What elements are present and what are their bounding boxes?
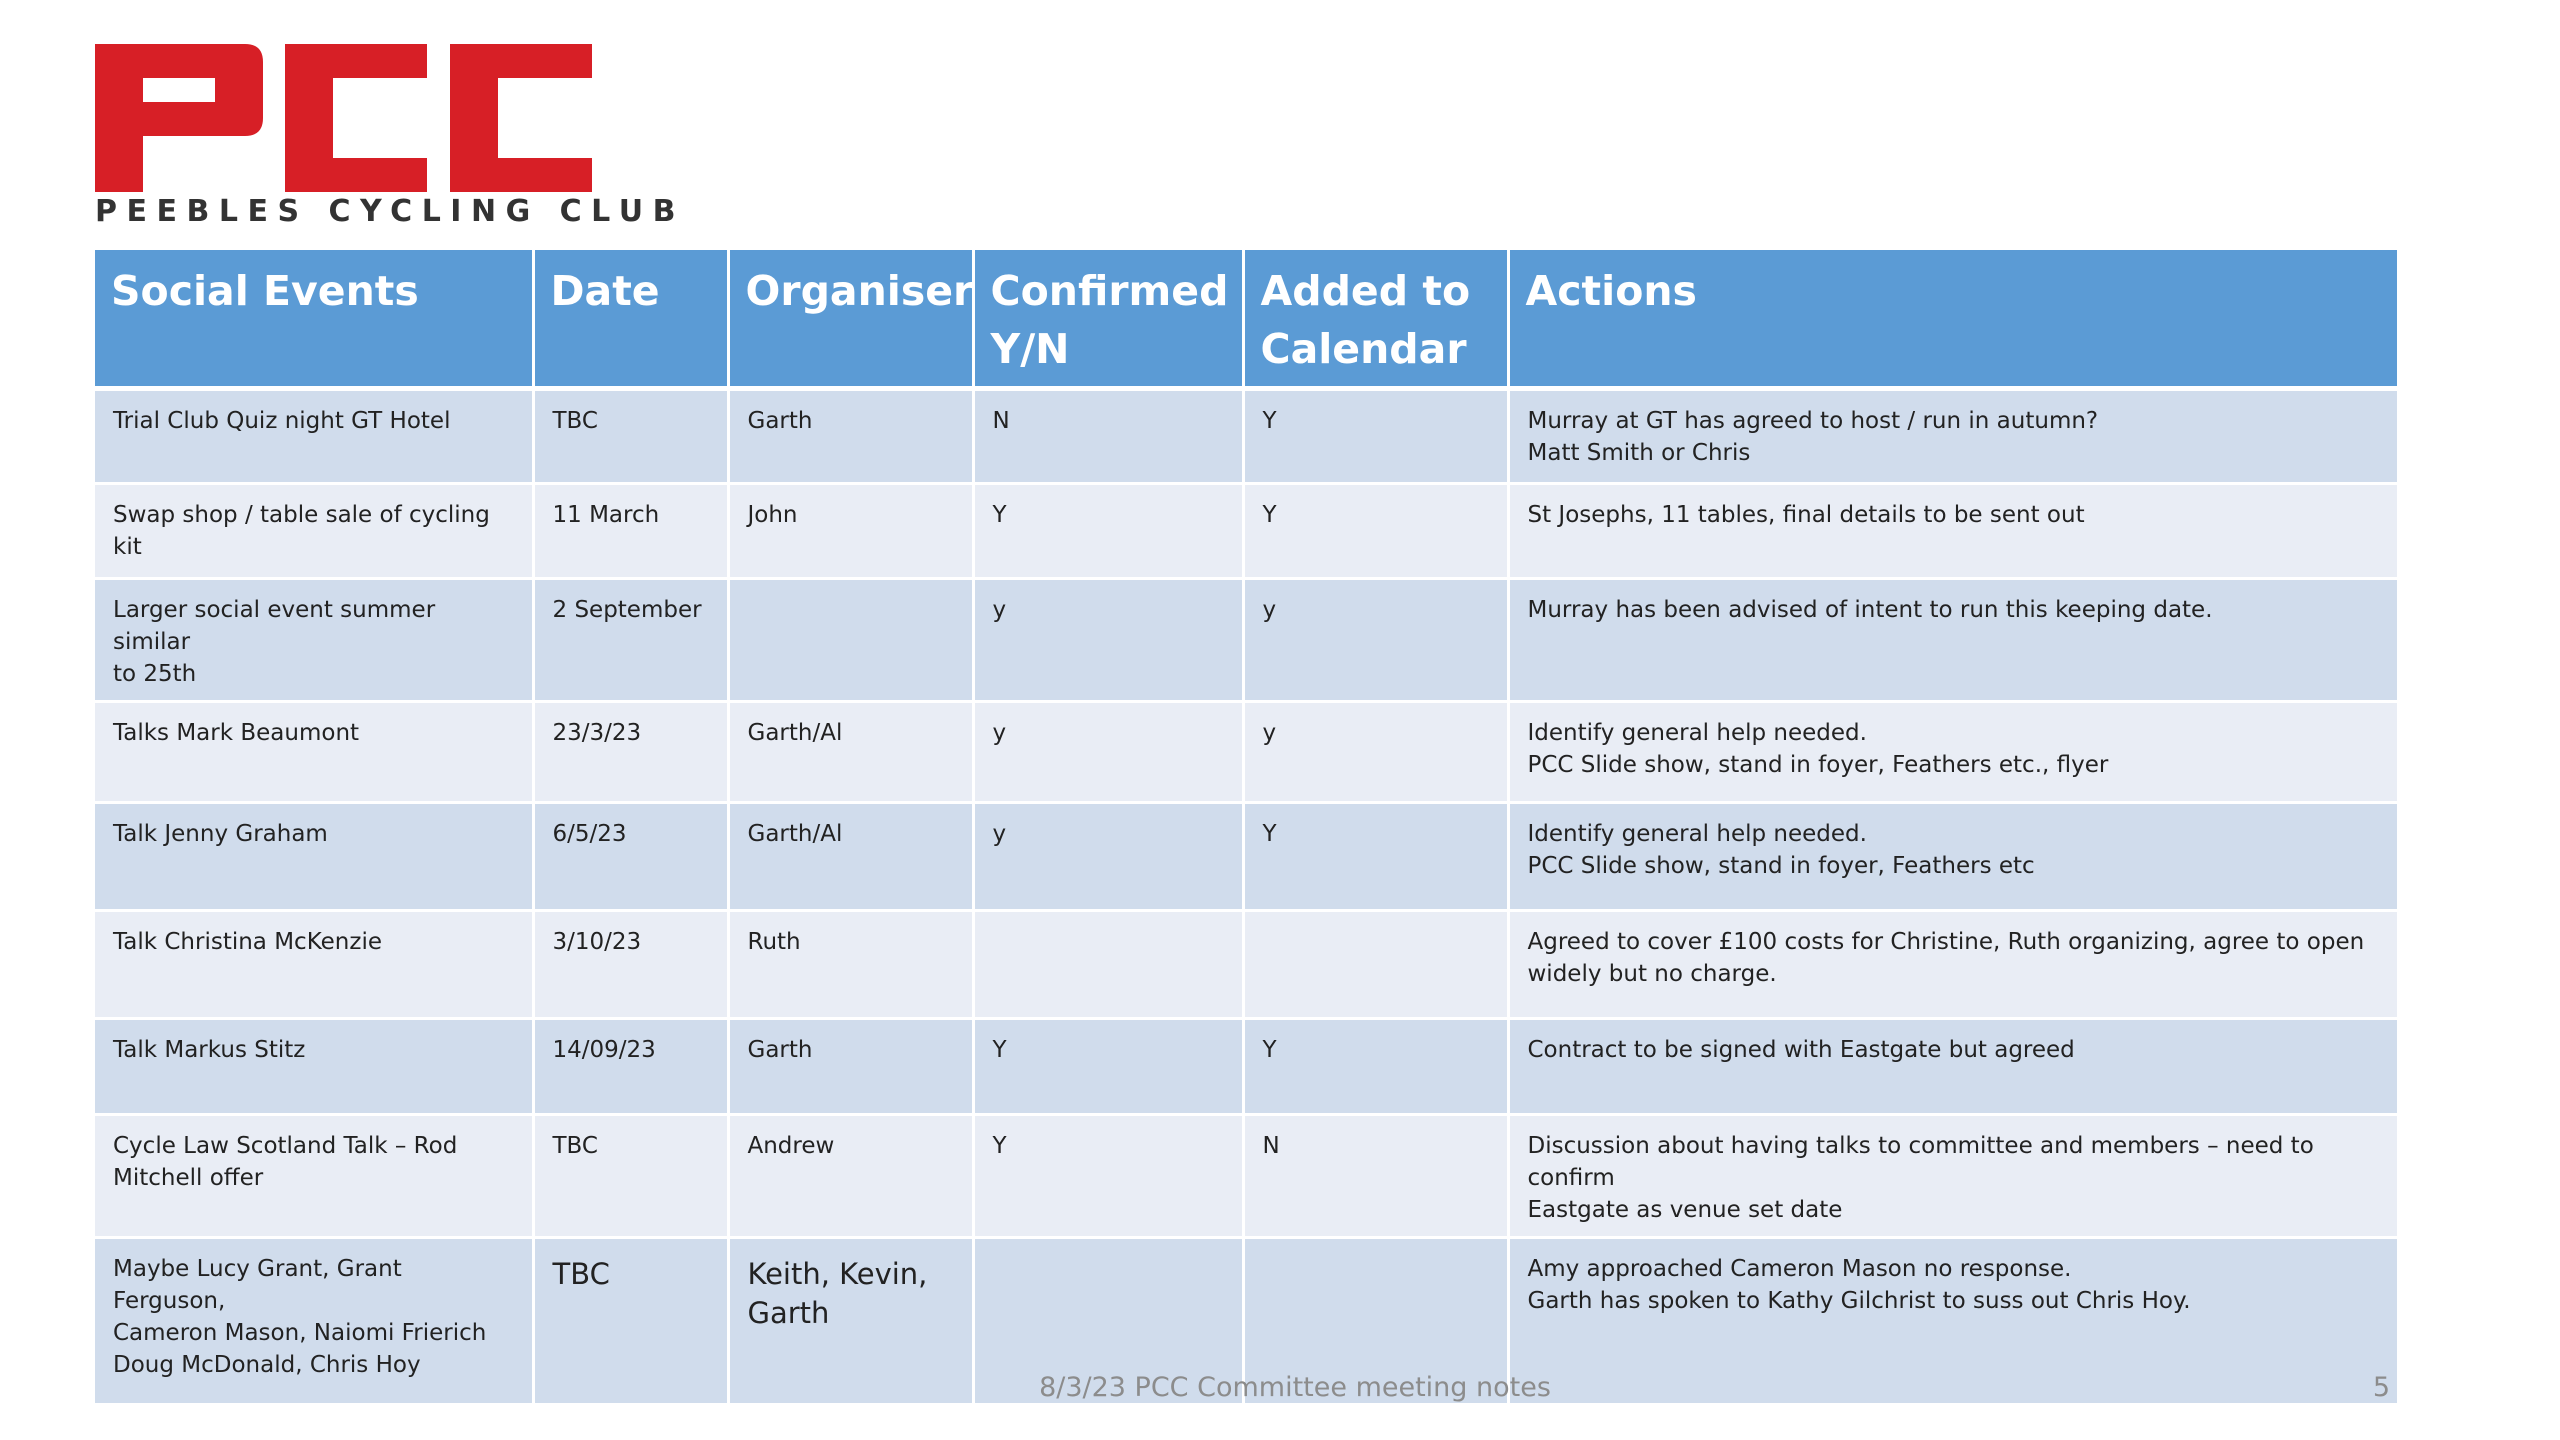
table-row [95, 579, 2397, 702]
header-social-events: Social Events [95, 250, 533, 389]
cell-confirmed: Y [973, 1115, 1243, 1238]
cell-organiser: Garth [728, 389, 973, 484]
cell-date: 14/09/23 [533, 1019, 728, 1115]
table-row [95, 803, 2397, 911]
cell-confirmed: y [973, 803, 1243, 911]
cell-organiser: John [728, 484, 973, 579]
cell-organiser: Garth [728, 1019, 973, 1115]
cell-actions: Discussion about having talks to committee and members – need to confirm Eastgate as venue set date [1508, 1115, 2397, 1238]
cell-calendar: y [1243, 579, 1508, 702]
cell-actions: Murray has been advised of intent to run this keeping date. [1508, 579, 2397, 702]
cell-event: Talk Jenny Graham [95, 803, 533, 911]
page-number: 5 [2372, 1372, 2390, 1403]
cell-organiser: Keith, Kevin, Garth [728, 1238, 973, 1405]
cell-calendar: y [1243, 702, 1508, 803]
social-events-table [95, 250, 2397, 1406]
cell-event: Talk Christina McKenzie [95, 911, 533, 1019]
cell-actions: St Josephs, 11 tables, final details to be sent out [1508, 484, 2397, 579]
pcc-wordmark-logo [95, 44, 595, 194]
cell-confirmed: Y [973, 484, 1243, 579]
table-row [95, 1115, 2397, 1238]
cell-calendar [1243, 911, 1508, 1019]
cell-organiser: Garth/Al [728, 702, 973, 803]
cell-calendar: Y [1243, 484, 1508, 579]
table-header-row [95, 250, 2397, 389]
logo-tagline: PEEBLES CYCLING CLUB [95, 194, 685, 229]
cell-date: TBC [533, 389, 728, 484]
cell-event: Larger social event summer similar to 25th [95, 579, 533, 702]
cell-calendar: Y [1243, 389, 1508, 484]
cell-confirmed: y [973, 579, 1243, 702]
cell-actions: Murray at GT has agreed to host / run in autumn? Matt Smith or Chris [1508, 389, 2397, 484]
cell-date: TBC [533, 1115, 728, 1238]
cell-event: Cycle Law Scotland Talk – Rod Mitchell offer [95, 1115, 533, 1238]
cell-calendar: Y [1243, 1019, 1508, 1115]
header-organiser: Organiser [728, 250, 973, 389]
cell-organiser: Garth/Al [728, 803, 973, 911]
cell-confirmed: y [973, 702, 1243, 803]
cell-actions: Identify general help needed. PCC Slide show, stand in foyer, Feathers etc [1508, 803, 2397, 911]
header-date: Date [533, 250, 728, 389]
header-added-to-calendar: Added to Calendar [1243, 250, 1508, 389]
cell-confirmed: N [973, 389, 1243, 484]
table-row [95, 1019, 2397, 1115]
cell-date: 6/5/23 [533, 803, 728, 911]
cell-event: Talks Mark Beaumont [95, 702, 533, 803]
cell-event: Maybe Lucy Grant, Grant Ferguson, Cameron Mason, Naiomi Frierich Doug McDonald, Chris Hoy [95, 1238, 533, 1405]
cell-calendar: N [1243, 1115, 1508, 1238]
cell-date: 3/10/23 [533, 911, 728, 1019]
cell-date: 2 September [533, 579, 728, 702]
header-confirmed: Confirmed Y/N [973, 250, 1243, 389]
cell-event: Swap shop / table sale of cycling kit [95, 484, 533, 579]
pcc-logo [95, 44, 685, 234]
cell-date: 23/3/23 [533, 702, 728, 803]
table-row [95, 389, 2397, 484]
cell-event: Trial Club Quiz night GT Hotel [95, 389, 533, 484]
cell-event: Talk Markus Stitz [95, 1019, 533, 1115]
cell-confirmed [973, 911, 1243, 1019]
cell-date: 11 March [533, 484, 728, 579]
table-row [95, 702, 2397, 803]
cell-confirmed: Y [973, 1019, 1243, 1115]
table-row [95, 911, 2397, 1019]
table-row [95, 484, 2397, 579]
cell-actions: Amy approached Cameron Mason no response. Garth has spoken to Kathy Gilchrist to suss out Chris Hoy. [1508, 1238, 2397, 1405]
cell-date: TBC [533, 1238, 728, 1405]
cell-organiser: Andrew [728, 1115, 973, 1238]
logo-letter-c-1 [285, 44, 427, 192]
cell-actions: Contract to be signed with Eastgate but agreed [1508, 1019, 2397, 1115]
cell-actions: Agreed to cover £100 costs for Christine, Ruth organizing, agree to open widely but no charge. [1508, 911, 2397, 1019]
logo-letter-c-2 [450, 44, 592, 192]
cell-actions: Identify general help needed. PCC Slide show, stand in foyer, Feathers etc., flyer [1508, 702, 2397, 803]
cell-calendar: Y [1243, 803, 1508, 911]
cell-organiser: Ruth [728, 911, 973, 1019]
cell-organiser [728, 579, 973, 702]
footer-meeting-notes: 8/3/23 PCC Committee meeting notes [1039, 1372, 1551, 1403]
header-actions: Actions [1508, 250, 2397, 389]
logo-letter-p [95, 44, 263, 192]
